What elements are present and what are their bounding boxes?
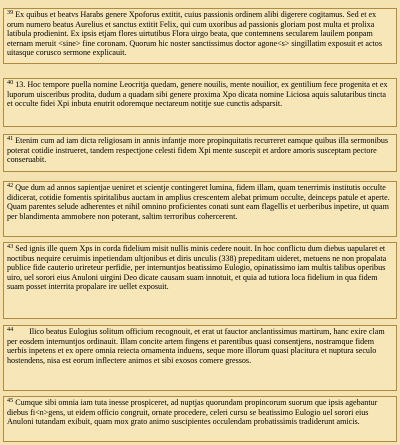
paragraph-number: 39: [7, 9, 14, 16]
paragraph-text: Que dum ad annos sapientjae ueniret et scientje contingeret lumina, fidem illam, quam tenerrimis institutis occulte didicerat, cotidie fomentis spiritalibus auctam in amplius crescentem alebat primum occulte, deinceps patule et aperte. Quam parentes selude adherentes et nihil omnino proficientes conati sunt eam flagellis et uerberibus inpetire, ut quam per blandimenta ammobere non poterant, saltim terroribus cohercerent.: [7, 183, 390, 221]
paragraph-39: [3, 8, 397, 64]
paragraph-number: 44: [7, 326, 14, 333]
paragraph-42: [3, 181, 397, 237]
paragraph-40: [3, 78, 397, 127]
paragraph-43: [3, 242, 397, 319]
paragraph-text: Sed ignis ille quem Xps in corda fidelium misit nullis minis cedere nouit. In hoc conflictu dum diebus uapularet et noctibus nequire ceruimis inpetiendam ultjonibus et diris unculis (338) prepeditam uideret, metuens ne non propalata publice fide cauterio urireteur perfidie, per internuntjos beatissimo Eulogio, opinatissimo iam multis talibus operibus uiro, uel sorori eius Anuloni uirgini Deo dicate causam suam innotuit, et quia ad tutiora loca fidelium in qua fidem suam posset interrita propalare ire uellet exposuit.: [7, 244, 387, 292]
paragraph-text: Ex quibus et beatvs Harabs genere Xpoforus extitit, cuius passionis ordinem alibi digerere cogitamus. Sed et ex orum numero beatus Aurelius et sanctus extitit Felix, qui cum uxoribus ad passionis gloriam post multa et prolixa latibula prodienint. Ex ipsis etjam flores uirtutibus Flora uirgo beata, que contemnens secularem lauilem ponpam eternam meruit <sine> fine coronam. Quorum hic noster sanctissimus doctor agone<s> singillatim exposuit et actos uitasque corusco sermone explicauit.: [7, 10, 382, 58]
paragraph-number: 45: [7, 397, 14, 404]
paragraph-number: 43: [7, 243, 14, 250]
paragraph-text: Etenim cum ad iam dicta religiosam in annis infantje more propinquitatis recurreret eamque quibus illa sermonibus poterat cotidie instrueret, tandem respectjone celesti fidem Xpi mente suscepit et ardore amoris susceptam pectore conseruabit.: [7, 136, 389, 165]
paragraph-number: 42: [7, 182, 14, 189]
paragraph-number: 41: [7, 135, 14, 142]
paragraph-44: [3, 325, 397, 391]
paragraph-text: 13. Hoc tempore puella nomine Leocritja quedam, genere nouilis, mente nouilior, ex gentilium fece progenita et ex luporum uisceribus prodita, dudum a quadam sibi genere proxima Xpo dicata nomine Liciosa aquis salutaribus tincta et occulte fidei Xpi inbuta enutrit odoremque nectareum notitje sue cunctis adsparsit.: [7, 80, 388, 109]
paragraph-45: [3, 396, 397, 442]
paragraph-text: Cumque sibi omnia iam tuta inesse prospiceret, ad nuptjas quorundam propincorum suorum que ipsis agebantur diebus fi<n>gens, ut eidem officio congruit, ornate procedere, celeri cursu se beatissimo Eulogio uel sorori eius Anuloni tutandam exibuit, quam mox grato animo suscipientes occulendam probatissimis tradiderunt amicis.: [7, 398, 378, 427]
paragraph-41: [3, 134, 397, 172]
paragraph-number: 40: [7, 79, 14, 86]
paragraph-text: Ilico beatus Eulogius solitum officium recognouit, et erat ut fauctor anclantissimus martirum, hanc exire clam per eosdem internuntjos ordinauit. Illam concite artem fingens et parentibus quasi consentjens, nostramque fidem uerbis inpetens et ex opere omnia reiecta ornamenta induens, seque more illorum quasi placitura et nuptura seculo hostendens, nisa est eorum inflectere animos et sibi exosos comere gressos.: [7, 327, 385, 365]
